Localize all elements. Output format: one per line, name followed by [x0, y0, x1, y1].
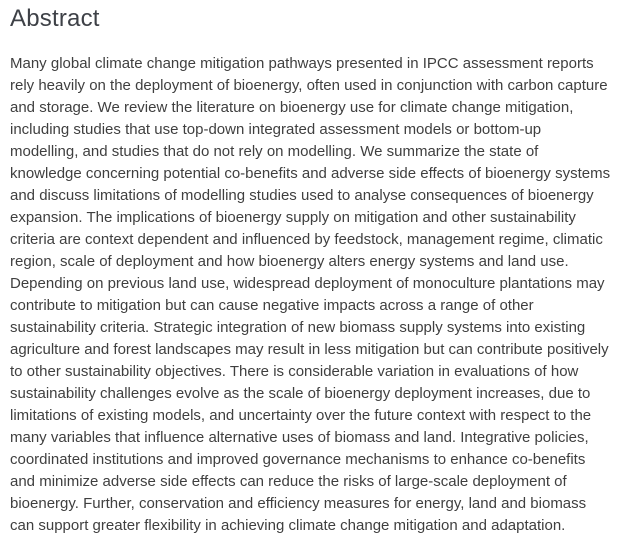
abstract-heading: Abstract	[10, 5, 100, 32]
abstract-paragraph: Many global climate change mitigation pathways presented in IPCC assessment reports rely heavily on the deployment of bioenergy, often used in conjunction with carbon capture and storage. We review the literature on bioenergy use for climate change mitigation, including studies that use top-down integrated assessment models or bottom-up modelling, and studies that do not rely on modelling. We summarize the state of knowledge concerning potential co-benefits and adverse side effects of bioenergy systems and discuss limitations of modelling studies used to analyse consequences of bioenergy expansion. The implications of bioenergy supply on mitigation and other sustainability criteria are context dependent and influenced by feedstock, management regime, climatic region, scale of deployment and how bioenergy alters energy systems and land use. Depending on previous land use, widespread deployment of monoculture plantations may contribute to mitigation but can cause negative impacts across a range of other sustainability criteria. Strategic integration of new biomass supply systems into existing agriculture and forest landscapes may result in less mitigation but can contribute positively to other sustainability objectives. There is considerable variation in evaluations of how sustainability challenges evolve as the scale of bioenergy deployment increases, due to limitations of existing models, and uncertainty over the future context with respect to the many variables that influence alternative uses of biomass and land. Integrative policies, coordinated institutions and improved governance mechanisms to enhance co-benefits and minimize adverse side effects can reduce the risks of large-scale deployment of bioenergy. Further, conservation and efficiency measures for energy, land and biomass can support greater flexibility in achieving climate change mitigation and adaptation.	[10, 55, 611, 534]
